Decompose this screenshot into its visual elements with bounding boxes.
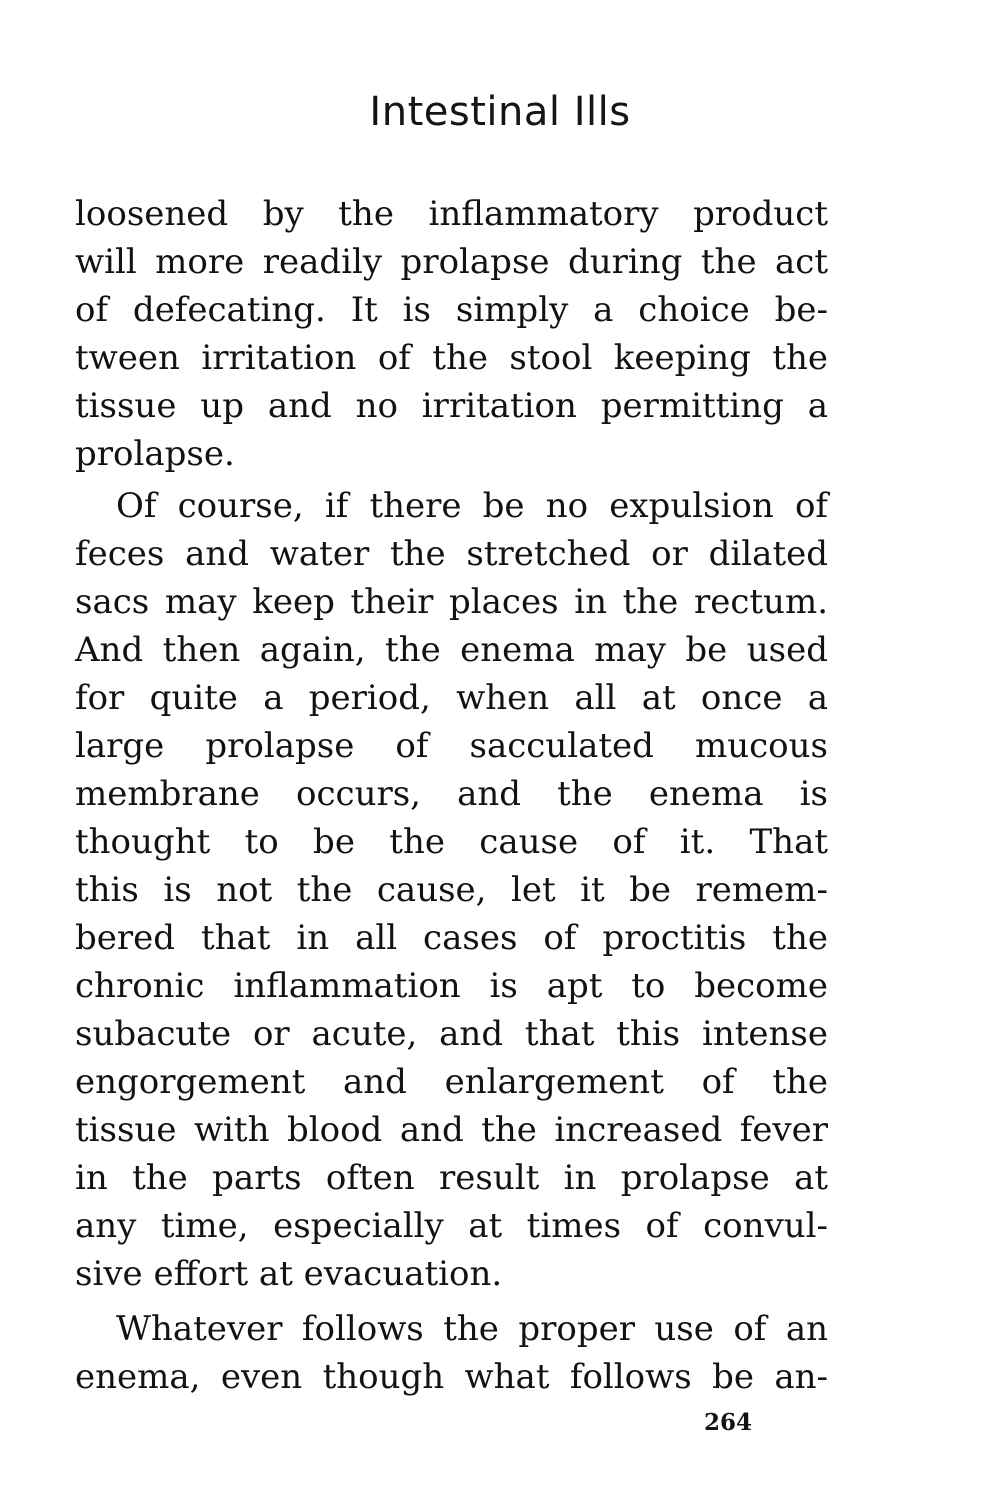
page-number: 264 <box>704 1409 753 1436</box>
running-header-title: Intestinal Ills <box>369 89 631 135</box>
text-line: chronic inflammation is apt to become <box>75 966 828 1006</box>
text-line: large prolapse of sacculated mucous <box>75 726 828 766</box>
text-line: tween irritation of the stool keeping the <box>75 338 828 378</box>
text-line: loosened by the inflammatory product <box>75 194 828 234</box>
text-line: thought to be the cause of it. That <box>75 822 828 862</box>
text-line: Whatever follows the proper use of an <box>116 1309 828 1349</box>
text-line: subacute or acute, and that this intense <box>75 1014 828 1054</box>
text-line: Of course, if there be no expulsion of <box>116 486 828 526</box>
text-line: tissue with blood and the increased fever <box>75 1110 828 1150</box>
text-line: feces and water the stretched or dilated <box>75 534 828 574</box>
text-line: for quite a period, when all at once a <box>75 678 828 718</box>
text-line: tissue up and no irritation permitting a <box>75 386 828 426</box>
text-line: this is not the cause, let it be remem- <box>75 870 828 910</box>
text-line: engorgement and enlargement of the <box>75 1062 828 1102</box>
text-line: membrane occurs, and the enema is <box>75 774 828 814</box>
text-line: will more readily prolapse during the act <box>75 242 828 282</box>
text-line: enema, even though what follows be an- <box>75 1357 828 1397</box>
text-line: And then again, the enema may be used <box>75 630 828 670</box>
text-line: in the parts often result in prolapse at <box>75 1158 828 1198</box>
text-line: any time, especially at times of convul- <box>75 1206 828 1246</box>
text-line: sive effort at evacuation. <box>75 1254 503 1294</box>
text-line: prolapse. <box>75 434 235 474</box>
text-line: sacs may keep their places in the rectum. <box>75 582 828 622</box>
text-line: of defecating. It is simply a choice be- <box>75 290 828 330</box>
text-line: bered that in all cases of proctitis the <box>75 918 828 958</box>
